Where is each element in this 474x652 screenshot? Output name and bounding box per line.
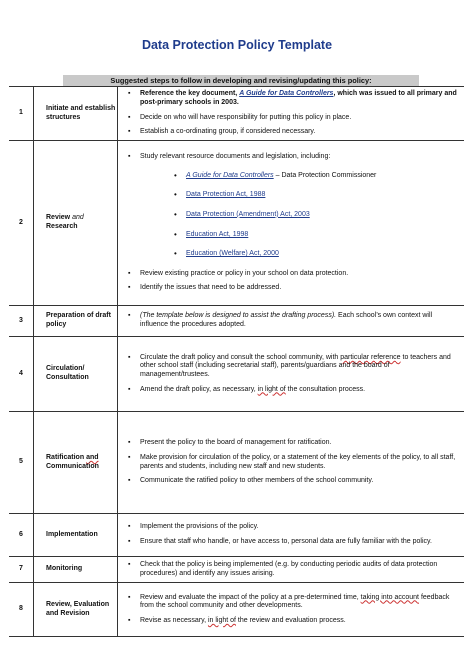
table-row <box>9 337 464 412</box>
resource-link[interactable]: Education Act, 1998 <box>186 230 249 238</box>
action-item: ▪ Circulate the draft policy and consult the school community, with particular reference to teachers and other school staff (including secretarial staff), parents/guardians and the board of management/trustees. <box>118 354 458 380</box>
resource-link[interactable]: A Guide for Data Controllers <box>186 171 274 179</box>
steps-table <box>9 86 464 637</box>
table-row <box>9 306 464 337</box>
step-actions <box>118 412 465 514</box>
step-stage: Preparation of draft policy <box>34 306 118 337</box>
action-item: ▪ Communicate the ratified policy to other members of the school community. <box>118 477 458 486</box>
table-row <box>9 141 464 306</box>
action-item: ▪ Review and evaluate the impact of the policy at a pre-determined time, taking into account feedback from the school community and other developments. <box>118 594 458 611</box>
step-number: 6 <box>9 514 34 557</box>
action-item: ▪ Review existing practice or policy in your school on data protection. <box>118 270 458 279</box>
resource-link[interactable]: Education (Welfare) Act, 2000 <box>186 250 279 258</box>
resource-item <box>140 231 458 240</box>
resource-item: • A Guide for Data Controllers – Data Protection Commissioner <box>140 172 458 181</box>
step-number: 5 <box>9 412 34 514</box>
table-header: Suggested steps to follow in developing and revising/updating this policy: <box>63 75 419 87</box>
step-actions <box>118 557 465 583</box>
step-number: 1 <box>9 87 34 141</box>
action-item: ▪ Make provision for circulation of the policy, or a statement of the key elements of the policy, to all staff, parents and students, including new staff and new students. <box>118 454 458 471</box>
resource-item <box>140 191 458 200</box>
action-item: ▪ Study relevant resource documents and legislation, including: • A Guide for Data Controllers – Data Protection Commissioner • Data Protection Act, 1988 • Data Protection (Amendment) Act, 2003 • Education Act, 1998 • Education (Welfare) Act, 2000 <box>118 153 458 259</box>
step-number: 8 <box>9 583 34 637</box>
step-actions <box>118 514 465 557</box>
resource-link[interactable]: Data Protection (Amendment) Act, 2003 <box>186 210 310 218</box>
action-item: ▪ Identify the issues that need to be addressed. <box>118 284 458 293</box>
step-number: 4 <box>9 337 34 412</box>
step-stage: Initiate and establish structures <box>34 87 118 141</box>
resource-item <box>140 250 458 259</box>
action-item: ▪ Amend the draft policy, as necessary, in light of the consultation process. <box>118 386 458 395</box>
action-item: ▪ Decide on who will have responsibility for putting this policy in place. <box>118 114 458 123</box>
step-number: 2 <box>9 141 34 306</box>
step-stage: Circulation/ Consultation <box>34 337 118 412</box>
step-number: 3 <box>9 306 34 337</box>
table-row <box>9 557 464 583</box>
step-stage: Ratification and Communication <box>34 412 118 514</box>
step-stage: Implementation <box>34 514 118 557</box>
action-item: ▪ Revise as necessary, in light of the review and evaluation process. <box>118 617 458 626</box>
step-actions <box>118 141 465 306</box>
resource-item <box>140 211 458 220</box>
resource-link[interactable]: Data Protection Act, 1988 <box>186 191 266 199</box>
step-stage: Review and Research <box>34 141 118 306</box>
step-actions <box>118 87 465 141</box>
table-row <box>9 87 464 141</box>
action-item: ▪ Establish a co-ordinating group, if considered necessary. <box>118 128 458 137</box>
action-item: ▪ Reference the key document, A Guide for Data Controllers, which was issued to all primary and post-primary schools in 2003. <box>118 90 458 107</box>
action-item: ▪ Check that the policy is being implemented (e.g. by conducting periodic audits of data protection procedures) and identify any issues arising. <box>118 561 458 578</box>
table-row <box>9 583 464 637</box>
table-row <box>9 412 464 514</box>
step-actions <box>118 583 465 637</box>
action-item: ▪ Implement the provisions of the policy. <box>118 523 458 532</box>
step-stage: Monitoring <box>34 557 118 583</box>
action-item: ▪ Present the policy to the board of management for ratification. <box>118 439 458 448</box>
step-actions <box>118 337 465 412</box>
document-title: Data Protection Policy Template <box>141 38 333 52</box>
resource-list <box>140 172 458 259</box>
table-row <box>9 514 464 557</box>
action-item: ▪ (The template below is designed to assist the drafting process). Each school’s own context will influence the procedures adopted. <box>118 312 458 329</box>
guide-link[interactable]: A Guide for Data Controllers <box>239 90 334 98</box>
step-number: 7 <box>9 557 34 583</box>
action-item: ▪ Ensure that staff who handle, or have access to, personal data are fully familiar with the policy. <box>118 538 458 547</box>
step-stage: Review, Evaluation and Revision <box>34 583 118 637</box>
step-actions <box>118 306 465 337</box>
